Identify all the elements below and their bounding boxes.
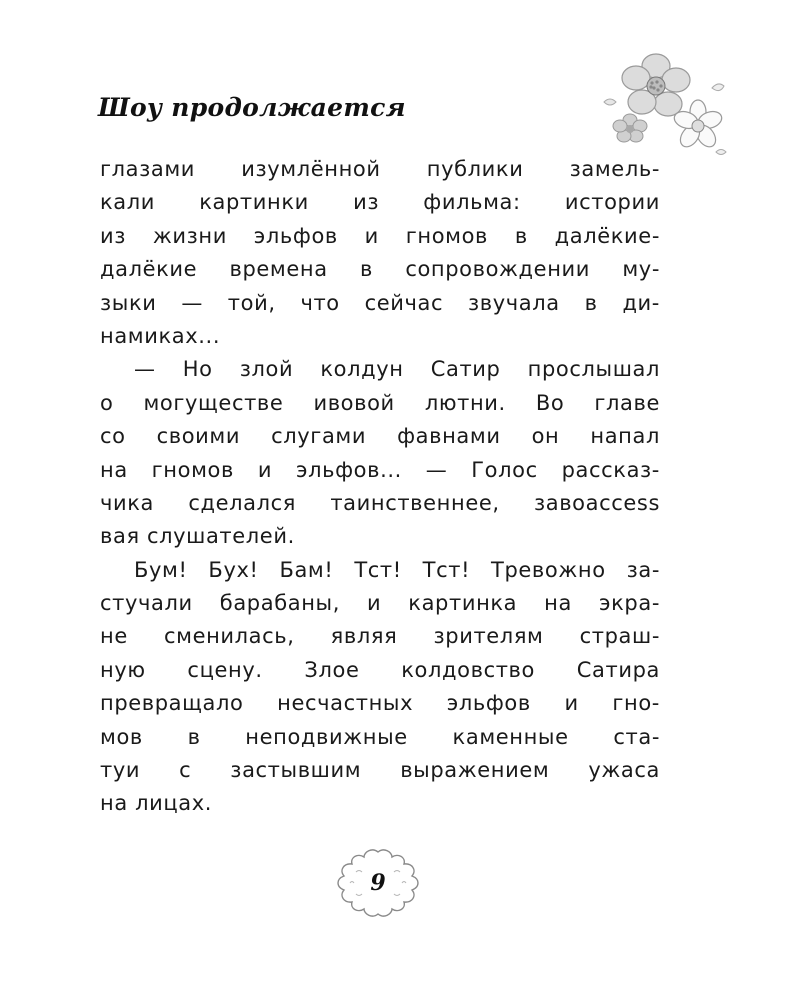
text-line: туи с застывшим выражением ужаса <box>100 758 660 783</box>
text-line: мов в неподвижные каменные ста- <box>100 724 660 749</box>
text-line: о могуществе ивовой лютни. Во главе <box>100 390 660 415</box>
text-line: намиках... <box>100 323 221 348</box>
text-line: кали картинки из фильма: истории <box>100 190 660 215</box>
text-line: ную сцену. Злое колдовство Сатира <box>100 657 660 682</box>
text-line: далёкие времена в сопровождении му- <box>100 257 660 282</box>
text-line: глазами изумлённой публики замель- <box>100 157 660 181</box>
page-number-badge <box>332 848 424 918</box>
flower-cluster-icon <box>596 52 736 162</box>
text-line: вая слушателей. <box>100 524 295 549</box>
page-number: 9 <box>370 870 386 896</box>
text-line: — Но злой колдун Сатир прослышал <box>134 357 660 382</box>
text-line: из жизни эльфов и гномов в далёкие- <box>100 223 660 248</box>
text-line: Бум! Бух! Бам! Тст! Тст! Тревожно за- <box>134 557 660 582</box>
text-line: стучали барабаны, и картинка на экра- <box>100 591 660 616</box>
text-line: не сменилась, являя зрителям страш- <box>100 624 660 649</box>
body-text <box>100 153 660 821</box>
text-line: превращало несчастных эльфов и гно- <box>100 691 660 716</box>
text-line: на гномов и эльфов... — Голос рассказ- <box>100 457 660 482</box>
text-line: со своими слугами фавнами он напал <box>100 424 660 449</box>
text-line: чика сделался таинственнее, завоaccess <box>100 490 660 515</box>
running-title: Шоу продолжается <box>98 93 406 122</box>
text-line: на лицах. <box>100 791 213 816</box>
text-line: зыки — той, что сейчас звучала в ди- <box>100 290 660 315</box>
